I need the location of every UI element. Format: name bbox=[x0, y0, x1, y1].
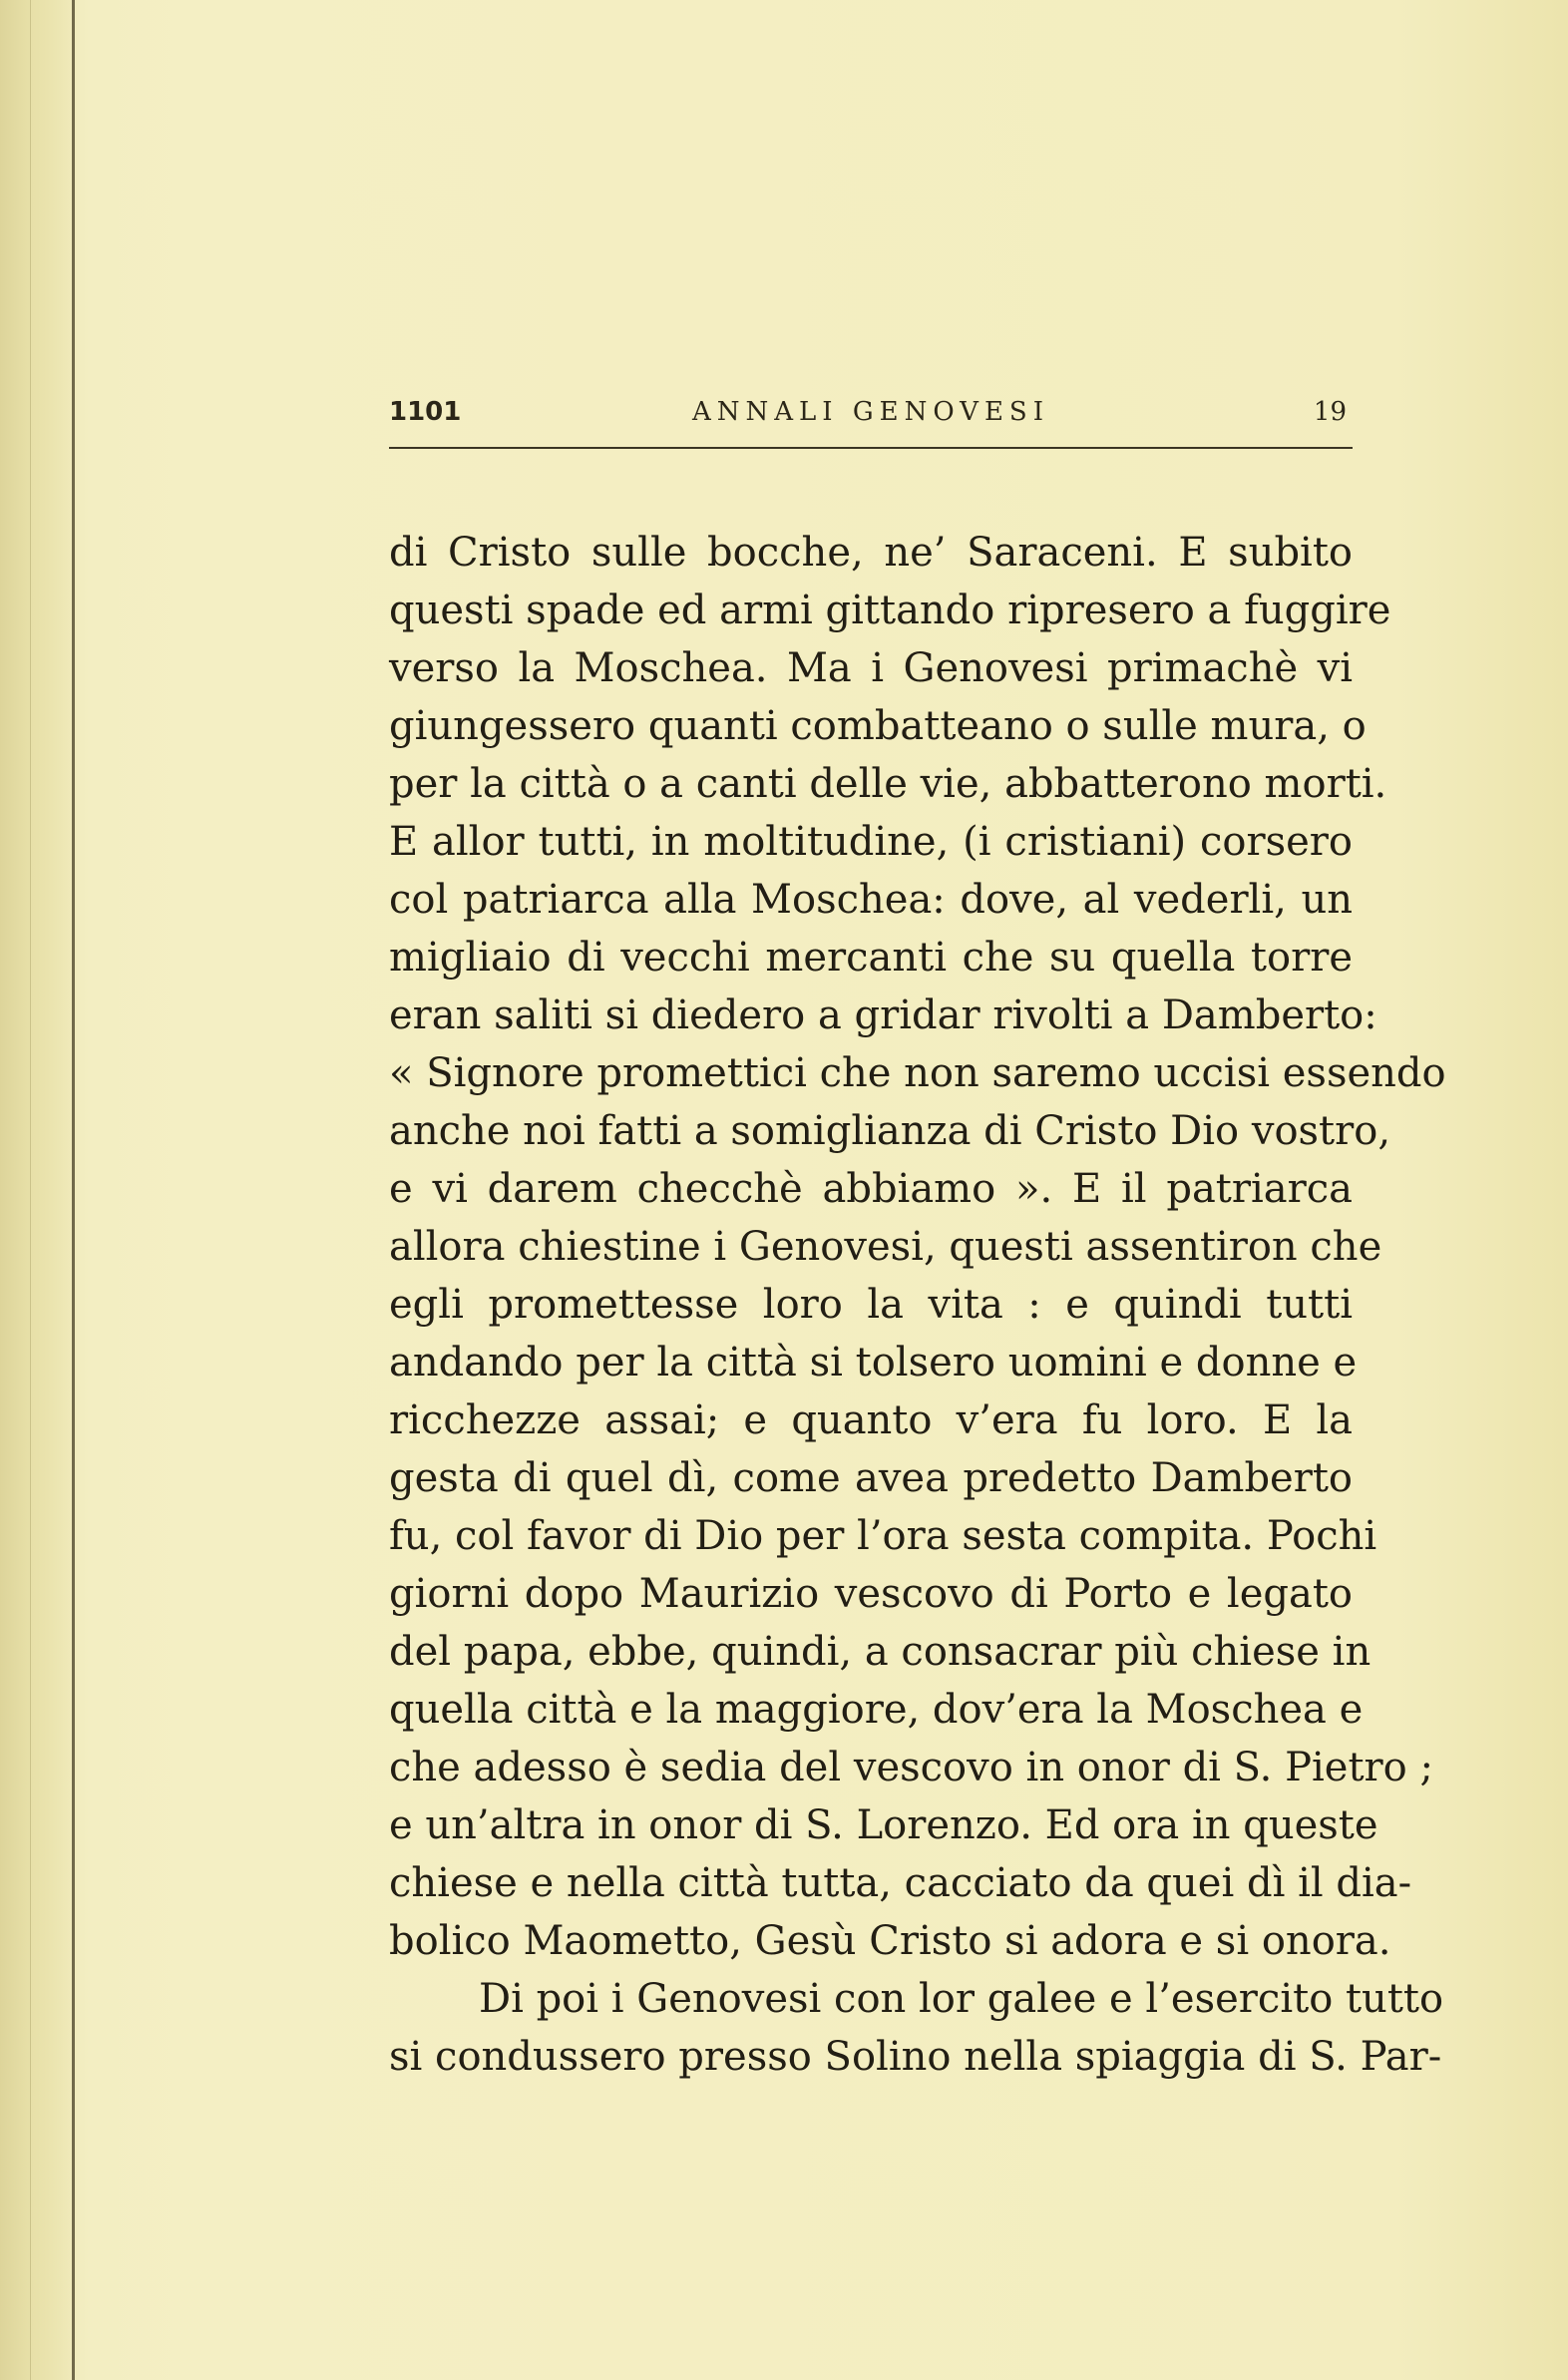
text-line: migliaio di vecchi mercanti che su quella torre bbox=[389, 935, 1353, 981]
page-edge-line bbox=[30, 0, 31, 2380]
text-line: giorni dopo Maurizio vescovo di Porto e legato bbox=[389, 1571, 1353, 1617]
header-title: ANNALI GENOVESI bbox=[691, 397, 1050, 427]
text-line: anche noi fatti a somiglianza di Cristo Dio vostro, bbox=[389, 1108, 1391, 1154]
running-header bbox=[389, 397, 1353, 447]
text-line: allora chiestine i Genovesi, questi assentiron che bbox=[389, 1224, 1382, 1270]
paragraph-start-line: Di poi i Genovesi con lor galee e l’esercito tutto bbox=[479, 1976, 1444, 2022]
text-line: col patriarca alla Moschea: dove, al vederli, un bbox=[389, 877, 1353, 923]
text-line: ricchezze assai; e quanto v’era fu loro. E la bbox=[389, 1397, 1353, 1443]
page-binding-shadow bbox=[0, 0, 80, 2380]
text-line: gesta di quel dì, come avea predetto Damberto bbox=[389, 1455, 1353, 1501]
header-rule bbox=[389, 447, 1353, 449]
text-line: di Cristo sulle bocche, ne’ Saraceni. E subito bbox=[389, 530, 1353, 576]
text-line: quella città e la maggiore, dov’era la Moschea e bbox=[389, 1687, 1364, 1733]
text-line: eran saliti si diedero a gridar rivolti a Damberto: bbox=[389, 992, 1377, 1038]
text-line: « Signore promettici che non saremo uccisi essendo bbox=[389, 1050, 1446, 1096]
text-line: giungessero quanti combatteano o sulle mura, o bbox=[389, 703, 1367, 749]
text-line: chiese e nella città tutta, cacciato da quei dì il dia- bbox=[389, 1860, 1412, 1906]
text-line: E allor tutti, in moltitudine, (i cristiani) corsero bbox=[389, 819, 1353, 865]
text-line: del papa, ebbe, quindi, a consacrar più chiese in bbox=[389, 1629, 1372, 1675]
text-line: questi spade ed armi gittando ripresero a fuggire bbox=[389, 588, 1391, 633]
paragraph-end-line: bolico Maometto, Gesù Cristo si adora e si onora. bbox=[389, 1918, 1391, 1964]
text-line: egli promettesse loro la vita : e quindi tutti bbox=[389, 1282, 1353, 1328]
text-line: andando per la città si tolsero uomini e donne e bbox=[389, 1340, 1358, 1386]
text-line: per la città o a canti delle vie, abbatterono morti. bbox=[389, 761, 1387, 807]
text-line: verso la Moschea. Ma i Genovesi primachè vi bbox=[389, 645, 1353, 691]
header-year: 1101 bbox=[389, 397, 462, 427]
text-line: e un’altra in onor di S. Lorenzo. Ed ora in queste bbox=[389, 1802, 1378, 1848]
text-line: e vi darem checchè abbiamo ». E il patriarca bbox=[389, 1166, 1353, 1212]
spine-line bbox=[72, 0, 75, 2380]
text-line: fu, col favor di Dio per l’ora sesta compita. Pochi bbox=[389, 1513, 1377, 1559]
body-text bbox=[389, 524, 1446, 2086]
text-line: che adesso è sedia del vescovo in onor di S. Pietro ; bbox=[389, 1745, 1433, 1790]
text-line: si condussero presso Solino nella spiaggia di S. Par- bbox=[389, 2034, 1442, 2080]
page-number: 19 bbox=[1313, 397, 1347, 427]
